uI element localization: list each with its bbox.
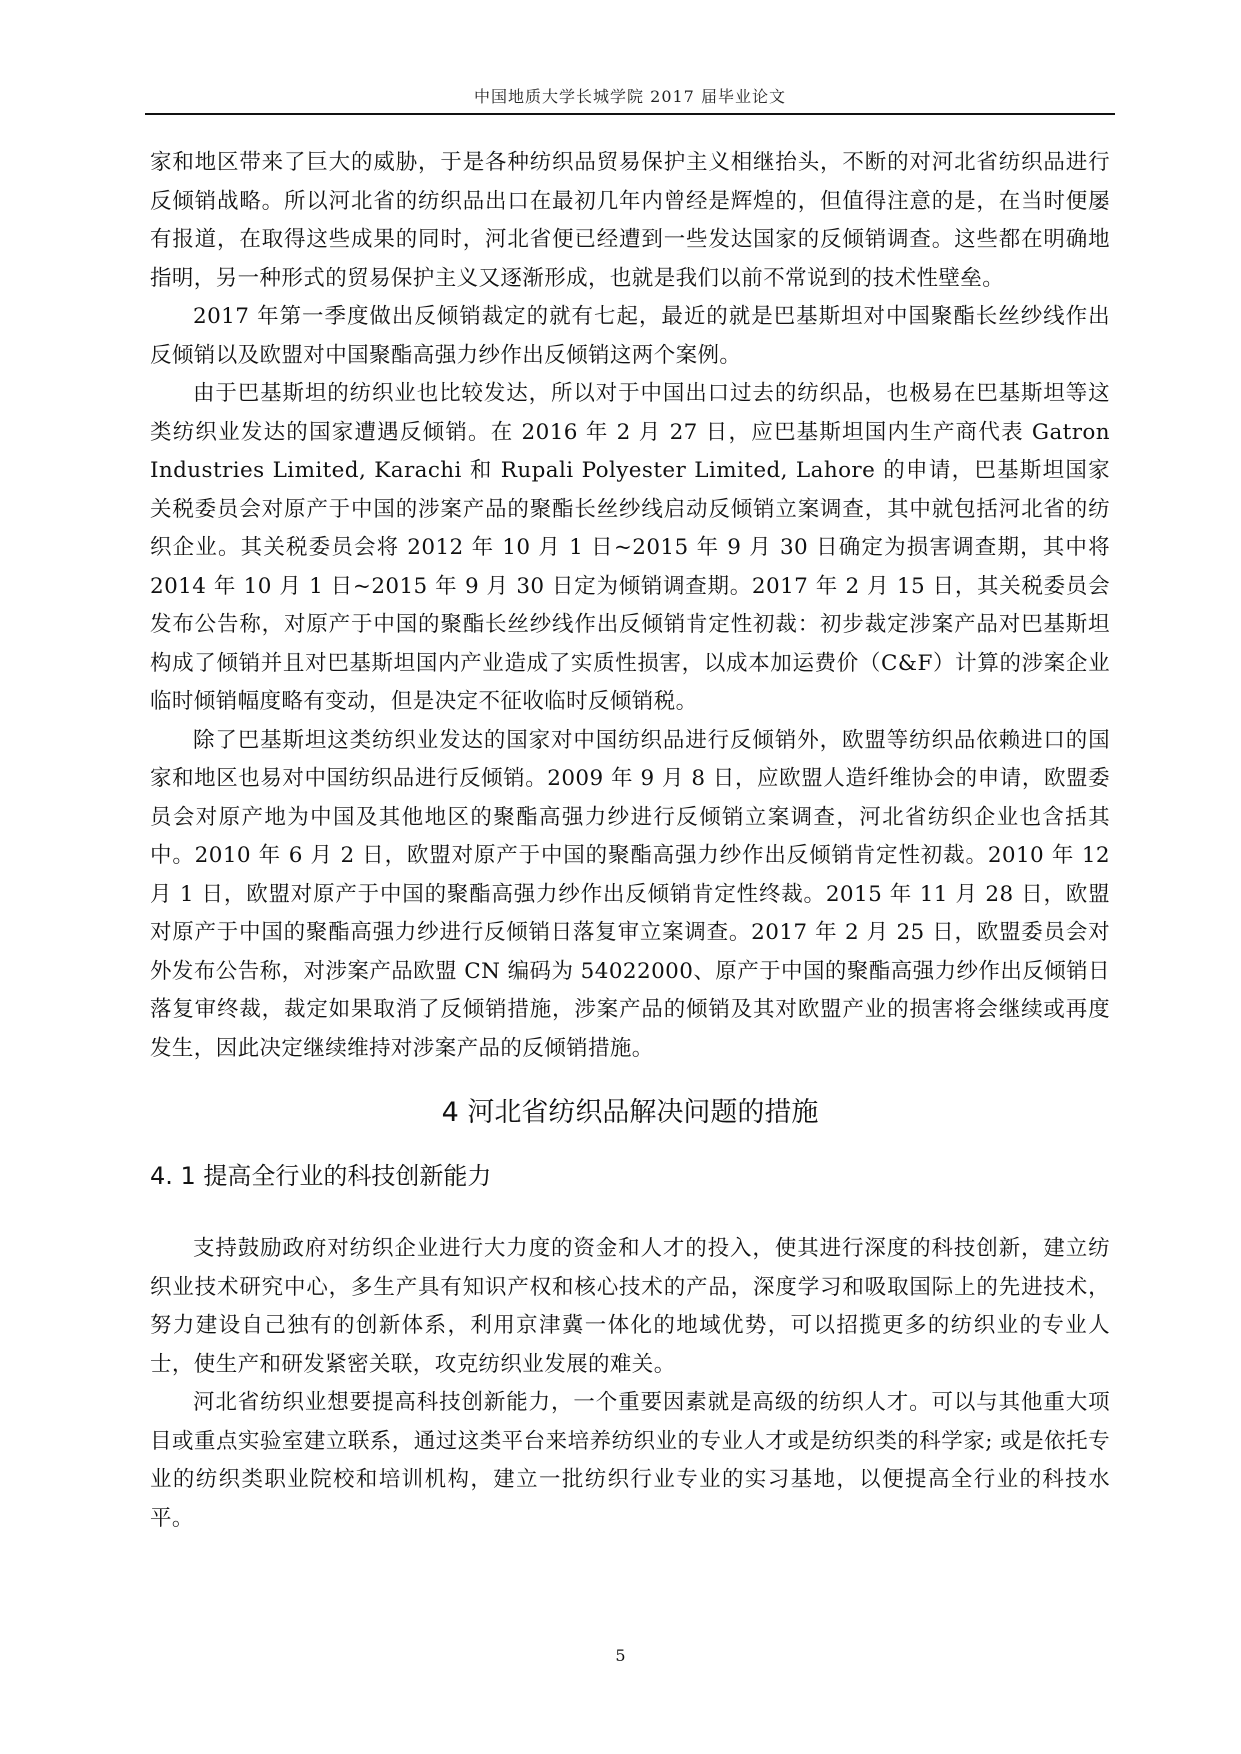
paragraph: 河北省纺织业想要提高科技创新能力，一个重要因素就是高级的纺织人才。可以与其他重大项目或重点实验室建立联系，通过这类平台来培养纺织业的专业人才或是纺织类的科学家; 或是依托专业的纺织类职业院校和培训机构，建立一批纺织行业专业的实习基地，以便提高全行业的科技水平。 <box>150 1390 1110 1531</box>
running-header: 中国地质大学长城学院 2017 届毕业论文 <box>474 87 786 106</box>
section-heading: 4 河北省纺织品解决问题的措施 <box>441 1097 819 1128</box>
paragraph: 家和地区带来了巨大的威胁，于是各种纺织品贸易保护主义相继抬头，不断的对河北省纺织品进行反倾销战略。所以河北省的纺织品出口在最初几年内曾经是辉煌的，但值得注意的是，在当时便屡有报道，在取得这些成果的同时，河北省便已经遭到一些发达国家的反倾销调查。这些都在明确地指明，另一种形式的贸易保护主义又逐渐形成，也就是我们以前不常说到的技术性壁垒。 <box>150 150 1110 291</box>
page-number: 5 <box>615 1646 626 1665</box>
paragraph: 2017 年第一季度做出反倾销裁定的就有七起，最近的就是巴基斯坦对中国聚酯长丝纱线作出反倾销以及欧盟对中国聚酯高强力纱作出反倾销这两个案例。 <box>150 304 1110 368</box>
header-divider <box>145 113 1115 115</box>
subsection-heading: 4. 1 提高全行业的科技创新能力 <box>150 1162 492 1190</box>
paragraph: 由于巴基斯坦的纺织业也比较发达，所以对于中国出口过去的纺织品，也极易在巴基斯坦等这类纺织业发达的国家遭遇反倾销。在 2016 年 2 月 27 日，应巴基斯坦国内生产商代表 Gatron Industries Limited, Karachi 和 Rupali Polyester Limited, Lahore 的申请，巴基斯坦国家关税委员会对原产于中国的涉案产品的聚酯长丝纱线启动反倾销立案调查，其中就包括河北省的纺织企业。其关税委员会将 2012 年 10 月 1 日~2015 年 9 月 30 日确定为损害调查期，其中将 2014 年 10 月 1 日~2015 年 9 月 30 日定为倾销调查期。2017 年 2 月 15 日，其关税委员会发布公告称，对原产于中国的聚酯长丝纱线作出反倾销肯定性初裁：初步裁定涉案产品对巴基斯坦构成了倾销并且对巴基斯坦国内产业造成了实质性损害，以成本加运费价（C&F）计算的涉案企业临时倾销幅度略有变动，但是决定不征收临时反倾销税。 <box>150 381 1110 714</box>
paragraph: 除了巴基斯坦这类纺织业发达的国家对中国纺织品进行反倾销外，欧盟等纺织品依赖进口的国家和地区也易对中国纺织品进行反倾销。2009 年 9 月 8 日，应欧盟人造纤维协会的申请，欧盟委员会对原产地为中国及其他地区的聚酯高强力纱进行反倾销立案调查，河北省纺织企业也含括其中。2010 年 6 月 2 日，欧盟对原产于中国的聚酯高强力纱作出反倾销肯定性初裁。2010 年 12 月 1 日，欧盟对原产于中国的聚酯高强力纱作出反倾销肯定性终裁。2015 年 11 月 28 日，欧盟对原产于中国的聚酯高强力纱进行反倾销日落复审立案调查。2017 年 2 月 25 日，欧盟委员会对外发布公告称，对涉案产品欧盟 CN 编码为 54022000、原产于中国的聚酯高强力纱作出反倾销日落复审终裁，裁定如果取消了反倾销措施，涉案产品的倾销及其对欧盟产业的损害将会继续或再度发生，因此决定继续维持对涉案产品的反倾销措施。 <box>150 727 1110 1061</box>
paragraph: 支持鼓励政府对纺织企业进行大力度的资金和人才的投入，使其进行深度的科技创新，建立纺织业技术研究中心，多生产具有知识产权和核心技术的产品，深度学习和吸取国际上的先进技术，努力建设自己独有的创新体系，利用京津冀一体化的地域优势，可以招揽更多的纺织业的专业人士，使生产和研发紧密关联，攻克纺织业发展的难关。 <box>150 1236 1110 1377</box>
document-body <box>150 144 1110 1538</box>
